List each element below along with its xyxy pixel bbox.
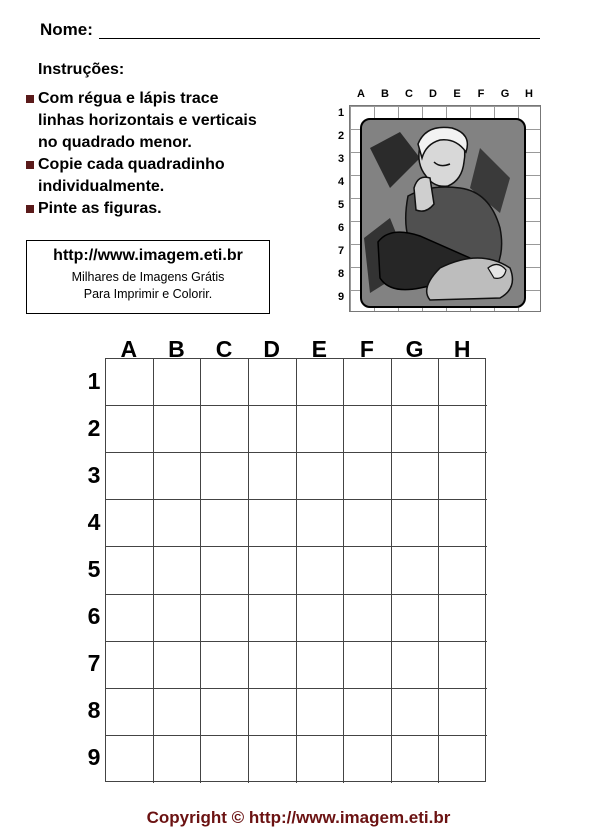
grid-cell[interactable] [154, 453, 202, 500]
reference-row-label: 6 [337, 222, 345, 234]
grid-cell[interactable] [344, 595, 392, 642]
grid-cell[interactable] [249, 595, 297, 642]
grid-column-label: E [311, 336, 327, 362]
grid-cell[interactable] [249, 359, 297, 406]
grid-row-label: 3 [87, 461, 101, 488]
grid-cell[interactable] [297, 642, 345, 689]
grid-cell[interactable] [201, 359, 249, 406]
grid-cell[interactable] [106, 689, 154, 736]
grid-cell[interactable] [201, 642, 249, 689]
info-box [26, 240, 270, 314]
grid-column-label: C [215, 336, 233, 362]
grid-cell[interactable] [344, 642, 392, 689]
grid-cell[interactable] [106, 736, 154, 783]
grid-row-label: 9 [87, 744, 101, 771]
reference-column-label: E [453, 88, 461, 100]
instructions-title: Instruções: [38, 61, 125, 78]
grid-row-label: 4 [87, 508, 101, 535]
reference-row-label: 9 [337, 291, 345, 303]
grid-cell[interactable] [106, 642, 154, 689]
grid-cell[interactable] [344, 453, 392, 500]
reference-row-label: 1 [337, 107, 345, 119]
grid-cell[interactable] [344, 547, 392, 594]
reference-row-label: 5 [337, 199, 345, 211]
instruction-item [24, 154, 324, 198]
grid-cell[interactable] [154, 359, 202, 406]
grid-cell[interactable] [439, 547, 487, 594]
grid-cell[interactable] [154, 595, 202, 642]
reference-column-label: D [429, 88, 437, 100]
grid-cell[interactable] [297, 359, 345, 406]
grid-cell[interactable] [106, 500, 154, 547]
grid-cell[interactable] [439, 736, 487, 783]
grid-cell[interactable] [249, 453, 297, 500]
grid-cell[interactable] [392, 359, 440, 406]
reference-column-label: H [525, 88, 533, 100]
grid-cell[interactable] [201, 547, 249, 594]
grid-cell[interactable] [439, 406, 487, 453]
grid-column-label: B [168, 336, 185, 362]
grid-row-label: 8 [87, 697, 101, 724]
bullet-icon [26, 95, 34, 103]
grid-cell[interactable] [106, 406, 154, 453]
name-label: Nome: [40, 20, 93, 39]
instruction-item [24, 88, 324, 154]
grid-cell[interactable] [439, 642, 487, 689]
instruction-line: no quadrado menor. [38, 134, 192, 151]
grid-cell[interactable] [439, 595, 487, 642]
reference-column-label: G [500, 88, 510, 100]
site-url[interactable]: http://www.imagem.eti.br [53, 247, 243, 264]
grid-cell[interactable] [344, 689, 392, 736]
reference-row-label: 7 [337, 245, 345, 257]
grid-cell[interactable] [344, 359, 392, 406]
person-sitting-illustration-icon [360, 118, 526, 308]
grid-cell[interactable] [439, 359, 487, 406]
grid-column-label: F [359, 336, 374, 362]
instruction-line: Com régua e lápis trace [38, 90, 219, 107]
grid-cell[interactable] [249, 642, 297, 689]
grid-row-label: 1 [87, 367, 101, 394]
grid-cell[interactable] [392, 500, 440, 547]
grid-cell[interactable] [392, 547, 440, 594]
instruction-item [24, 198, 324, 220]
grid-cell[interactable] [201, 453, 249, 500]
bullet-icon [26, 161, 34, 169]
grid-cell[interactable] [392, 689, 440, 736]
grid-cell[interactable] [297, 500, 345, 547]
grid-cell[interactable] [106, 595, 154, 642]
grid-cell[interactable] [439, 689, 487, 736]
reference-column-label: C [405, 88, 413, 100]
instructions-list [24, 88, 324, 220]
grid-cell[interactable] [201, 736, 249, 783]
instruction-line: linhas horizontais e verticais [38, 112, 257, 129]
grid-cell[interactable] [249, 736, 297, 783]
grid-row-label: 6 [87, 603, 101, 630]
grid-cell[interactable] [344, 406, 392, 453]
grid-cell[interactable] [249, 689, 297, 736]
instruction-line: individualmente. [38, 178, 165, 195]
grid-column-label: H [453, 336, 471, 362]
grid-cell[interactable] [201, 500, 249, 547]
grid-cell[interactable] [439, 500, 487, 547]
grid-cell[interactable] [249, 406, 297, 453]
drawing-grid [105, 358, 486, 782]
grid-cell[interactable] [439, 453, 487, 500]
grid-cell[interactable] [392, 642, 440, 689]
grid-row-label: 7 [87, 650, 101, 677]
grid-column-label: G [405, 336, 424, 362]
grid-cell[interactable] [297, 595, 345, 642]
grid-cell[interactable] [297, 406, 345, 453]
copyright-footer: Copyright © http://www.imagem.eti.br [146, 808, 451, 827]
grid-cell[interactable] [297, 736, 345, 783]
grid-cell[interactable] [154, 500, 202, 547]
grid-column-label: A [120, 336, 138, 362]
grid-cell[interactable] [106, 547, 154, 594]
grid-cell[interactable] [392, 595, 440, 642]
info-line-2: Para Imprimir e Colorir. [83, 287, 213, 301]
grid-cell[interactable] [392, 736, 440, 783]
grid-row-label: 5 [87, 556, 101, 582]
reference-row-label: 4 [337, 176, 345, 188]
grid-cell[interactable] [154, 736, 202, 783]
grid-cell[interactable] [106, 359, 154, 406]
grid-cell[interactable] [201, 406, 249, 453]
reference-column-label: F [477, 88, 485, 100]
grid-cell[interactable] [154, 406, 202, 453]
reference-column-label: A [357, 88, 365, 100]
grid-cell[interactable] [297, 689, 345, 736]
grid-row-label: 2 [87, 414, 101, 441]
grid-cell[interactable] [392, 453, 440, 500]
grid-cell[interactable] [249, 547, 297, 594]
instruction-line: Pinte as figuras. [38, 200, 162, 217]
reference-row-label: 8 [337, 268, 345, 280]
grid-cell[interactable] [154, 642, 202, 689]
grid-cell[interactable] [154, 547, 202, 594]
reference-row-label: 3 [337, 153, 345, 165]
grid-cell[interactable] [249, 500, 297, 547]
grid-cell[interactable] [201, 689, 249, 736]
grid-cell[interactable] [297, 453, 345, 500]
grid-cell[interactable] [392, 406, 440, 453]
info-line-1: Milhares de Imagens Grátis [71, 270, 225, 284]
grid-column-label: D [263, 336, 280, 362]
reference-column-label: B [381, 88, 389, 100]
grid-cell[interactable] [154, 689, 202, 736]
grid-cell[interactable] [106, 453, 154, 500]
reference-row-label: 2 [337, 130, 345, 142]
grid-cell[interactable] [297, 547, 345, 594]
grid-cell[interactable] [201, 595, 249, 642]
grid-cell[interactable] [344, 736, 392, 783]
name-line[interactable] [99, 38, 540, 39]
bullet-icon [26, 205, 34, 213]
grid-cell[interactable] [344, 500, 392, 547]
instruction-line: Copie cada quadradinho [38, 156, 225, 173]
